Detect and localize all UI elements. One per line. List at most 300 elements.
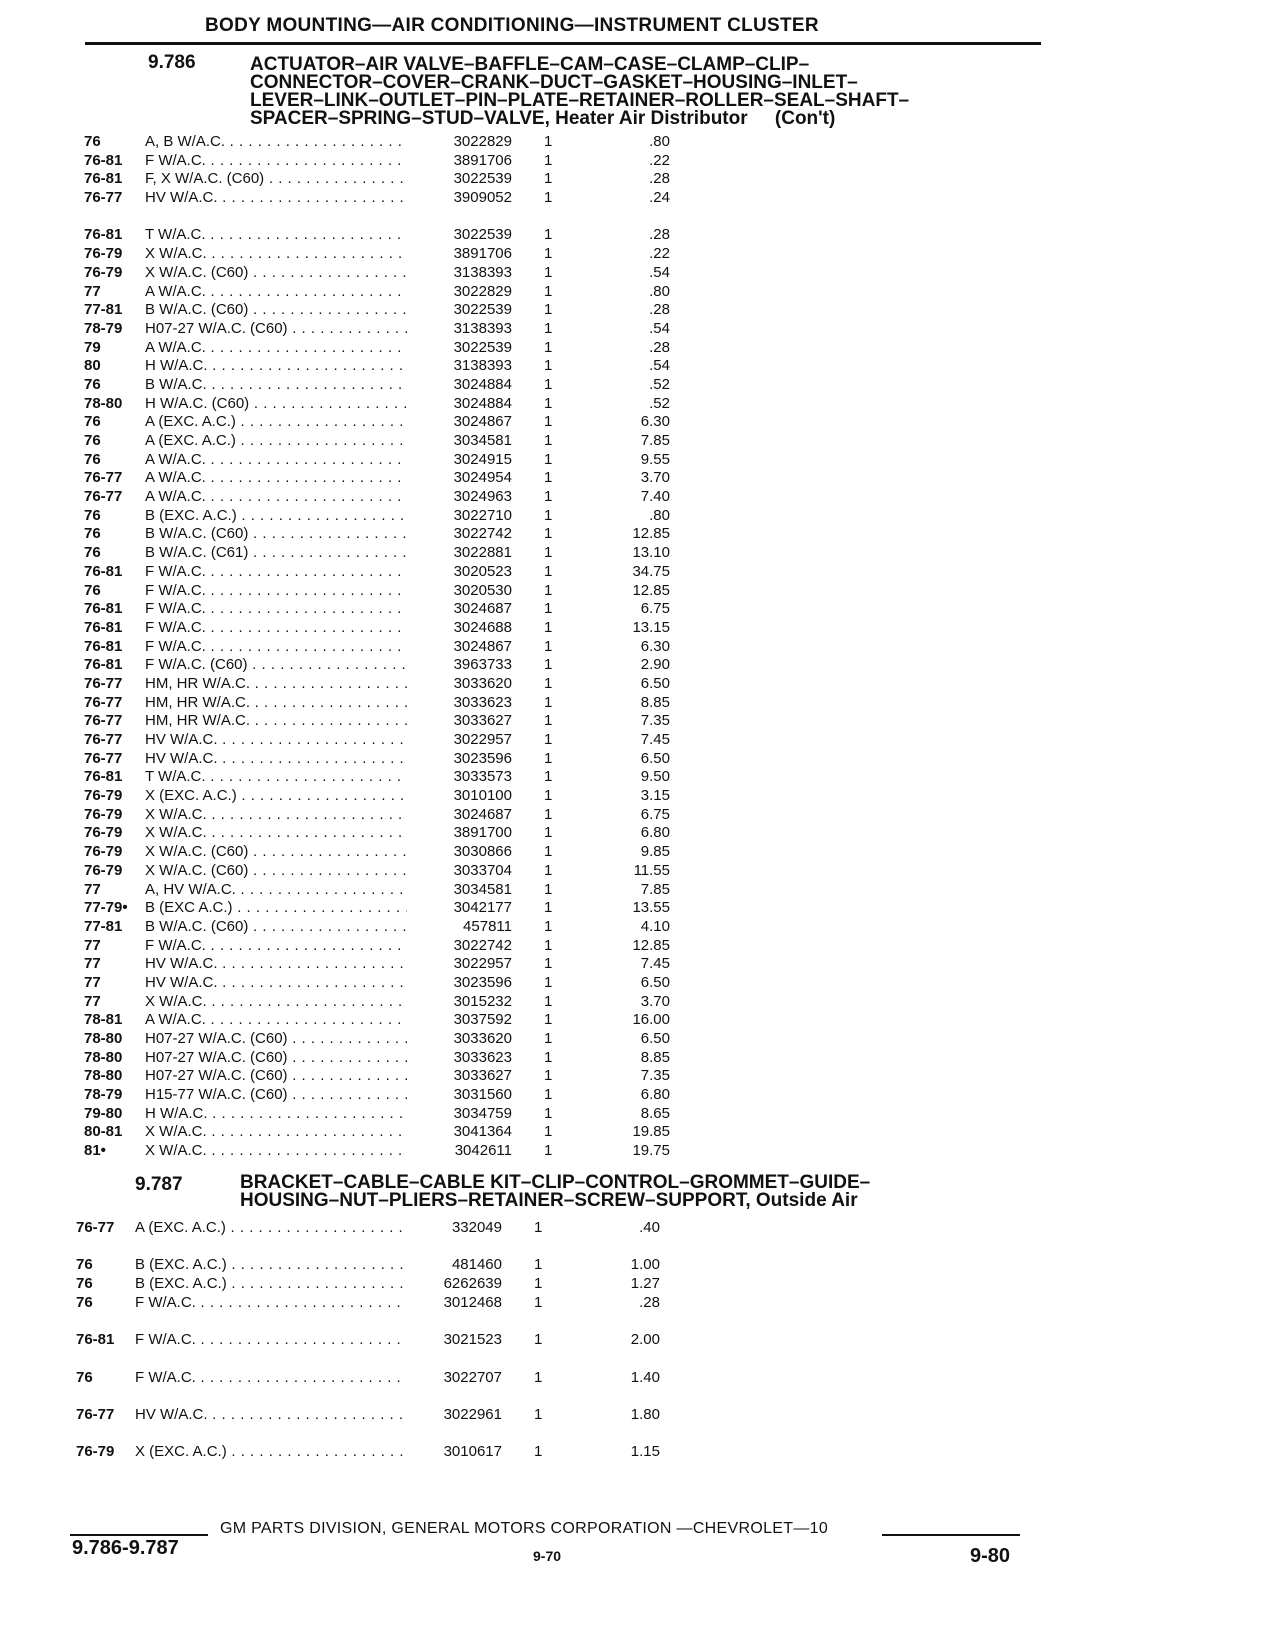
price-cell: 6.30 xyxy=(640,413,670,431)
quantity-cell: 1 xyxy=(544,693,553,711)
price-cell: 6.50 xyxy=(640,1030,670,1048)
quantity-cell: 1 xyxy=(544,880,553,898)
model-cell: F, X W/A.C. (C60) . . . xyxy=(145,170,407,188)
table-row xyxy=(0,824,1280,843)
part-number-cell: 3138393 xyxy=(453,357,512,375)
heading-last: SPACER–SPRING–STUD–VALVE, xyxy=(250,108,550,129)
table-row xyxy=(0,1123,1280,1142)
year-cell: 76 xyxy=(84,413,101,431)
quantity-cell: 1 xyxy=(544,712,553,730)
year-cell: 76 xyxy=(76,1256,93,1274)
price-cell: .28 xyxy=(649,170,670,188)
quantity-cell: 1 xyxy=(544,843,553,861)
model-cell: H W/A.C. (C60) . . . xyxy=(145,395,407,413)
model-cell: H W/A.C. . . . xyxy=(145,1105,407,1123)
price-cell: 13.10 xyxy=(632,544,670,562)
price-cell: .54 xyxy=(649,263,670,281)
year-cell: 76 xyxy=(84,581,101,599)
table-row xyxy=(0,1049,1280,1068)
table-row xyxy=(0,133,1280,152)
year-cell: 76-77 xyxy=(76,1405,115,1423)
part-number-cell: 3022829 xyxy=(453,282,512,300)
price-cell: 9.85 xyxy=(640,843,670,861)
year-cell: 76-77 xyxy=(84,693,123,711)
quantity-cell: 1 xyxy=(544,226,553,244)
table-row xyxy=(0,806,1280,825)
table-row xyxy=(0,731,1280,750)
price-cell: .52 xyxy=(649,375,670,393)
year-cell: 76-81 xyxy=(76,1331,115,1349)
model-cell: T W/A.C. . . . xyxy=(145,768,407,786)
quantity-cell: 1 xyxy=(544,133,553,150)
year-cell: 76-77 xyxy=(84,731,123,749)
top-rule xyxy=(85,42,1041,45)
price-cell: 4.10 xyxy=(640,917,670,935)
year-cell: 77 xyxy=(84,955,101,973)
price-cell: 3.70 xyxy=(640,992,670,1010)
table-row xyxy=(0,582,1280,601)
table-row xyxy=(0,1030,1280,1049)
quantity-cell: 1 xyxy=(544,319,553,337)
part-number-cell: 3033620 xyxy=(453,1030,512,1048)
table-row xyxy=(0,955,1280,974)
part-number-cell: 3033704 xyxy=(453,861,512,879)
model-cell: HM, HR W/A.C. . . . xyxy=(145,694,407,712)
quantity-cell: 1 xyxy=(544,263,553,281)
year-cell: 76 xyxy=(84,544,101,562)
price-cell: 7.45 xyxy=(640,731,670,749)
heading-line: ACTUATOR–AIR VALVE–BAFFLE–CAM–CASE–CLAMP–CLIP– xyxy=(250,54,810,75)
model-cell: A W/A.C. . . . xyxy=(145,283,407,301)
section-heading xyxy=(240,1174,1010,1210)
quantity-cell: 1 xyxy=(544,562,553,580)
quantity-cell: 1 xyxy=(534,1275,543,1293)
quantity-cell: 1 xyxy=(544,506,553,524)
model-cell: B (EXC. A.C.) . . . xyxy=(145,507,407,525)
year-cell: 76-79 xyxy=(84,861,123,879)
part-number-cell: 3042177 xyxy=(453,899,512,917)
model-cell: F W/A.C. . . . xyxy=(145,563,407,581)
table-row xyxy=(0,675,1280,694)
part-number-cell: 3022961 xyxy=(443,1405,502,1423)
model-cell: HM, HR W/A.C. . . . xyxy=(145,675,407,693)
model-cell: X W/A.C. . . . xyxy=(145,1142,407,1160)
table-row xyxy=(0,843,1280,862)
model-cell: F W/A.C. . . . xyxy=(145,152,407,170)
part-number-cell: 332049 xyxy=(451,1219,502,1236)
year-cell: 76-81 xyxy=(84,637,123,655)
footer-range: 9.786-9.787 xyxy=(72,1537,179,1559)
quantity-cell: 1 xyxy=(544,1142,553,1160)
price-cell: 7.40 xyxy=(640,488,670,506)
quantity-cell: 1 xyxy=(534,1331,543,1349)
quantity-cell: 1 xyxy=(544,1011,553,1029)
model-cell: X W/A.C. . . . xyxy=(145,806,407,824)
table-row xyxy=(0,750,1280,769)
part-number-cell: 3024867 xyxy=(453,413,512,431)
model-cell: X W/A.C. . . . xyxy=(145,1123,407,1141)
price-cell: 12.85 xyxy=(632,581,670,599)
part-number-cell: 3033623 xyxy=(453,693,512,711)
quantity-cell: 1 xyxy=(544,805,553,823)
price-cell: 7.45 xyxy=(640,955,670,973)
model-cell: X W/A.C. . . . xyxy=(145,824,407,842)
price-cell: 6.50 xyxy=(640,973,670,991)
year-cell: 77-81 xyxy=(84,301,123,319)
year-cell: 76-79 xyxy=(84,824,123,842)
part-number-cell: 3138393 xyxy=(453,263,512,281)
model-cell: X W/A.C. . . . xyxy=(145,245,407,263)
year-cell: 76 xyxy=(76,1275,93,1293)
quantity-cell: 1 xyxy=(544,749,553,767)
part-number-cell: 3022881 xyxy=(453,544,512,562)
table-row xyxy=(0,918,1280,937)
price-cell: .54 xyxy=(649,319,670,337)
part-number-cell: 3012468 xyxy=(443,1293,502,1311)
footer-page-start: 9-70 xyxy=(533,1548,562,1564)
part-number-cell: 3023596 xyxy=(453,973,512,991)
quantity-cell: 1 xyxy=(544,1123,553,1141)
quantity-cell: 1 xyxy=(544,731,553,749)
quantity-cell: 1 xyxy=(544,955,553,973)
part-number-cell: 457811 xyxy=(463,917,512,935)
quantity-cell: 1 xyxy=(544,936,553,954)
part-number-cell: 3034759 xyxy=(453,1104,512,1122)
price-cell: 3.70 xyxy=(640,469,670,487)
model-cell: HV W/A.C. . . . xyxy=(145,189,407,207)
year-cell: 76-79 xyxy=(84,263,123,281)
price-cell: 9.55 xyxy=(640,450,670,468)
table-row xyxy=(0,507,1280,526)
price-cell: .28 xyxy=(649,226,670,244)
quantity-cell: 1 xyxy=(544,768,553,786)
year-cell: 76-81 xyxy=(84,768,123,786)
table-row xyxy=(0,283,1280,302)
table-row xyxy=(0,1294,1280,1331)
part-number-cell: 3034581 xyxy=(453,432,512,450)
year-cell: 76-79 xyxy=(84,787,123,805)
quantity-cell: 1 xyxy=(544,1086,553,1104)
part-number-cell: 3022829 xyxy=(453,133,512,150)
table-row xyxy=(0,1086,1280,1105)
quantity-cell: 1 xyxy=(544,656,553,674)
price-cell: 1.80 xyxy=(630,1405,660,1423)
quantity-cell: 1 xyxy=(544,637,553,655)
table-row xyxy=(0,787,1280,806)
price-cell: 6.75 xyxy=(640,805,670,823)
year-cell: 76 xyxy=(84,133,101,150)
quantity-cell: 1 xyxy=(544,450,553,468)
price-cell: 6.50 xyxy=(640,674,670,692)
model-cell: F W/A.C. (C60) . . . xyxy=(145,656,407,674)
model-cell: A, HV W/A.C. . . . xyxy=(145,881,407,899)
price-cell: 6.80 xyxy=(640,824,670,842)
price-cell: .54 xyxy=(649,357,670,375)
part-number-cell: 3024687 xyxy=(453,805,512,823)
year-cell: 80-81 xyxy=(84,1123,123,1141)
price-cell: 7.85 xyxy=(640,432,670,450)
table-row xyxy=(0,544,1280,563)
price-cell: 12.85 xyxy=(632,936,670,954)
table-row xyxy=(0,264,1280,283)
model-cell: H07-27 W/A.C. (C60) . . . xyxy=(145,1067,407,1085)
model-cell: F W/A.C. . . . xyxy=(145,937,407,955)
price-cell: 2.00 xyxy=(630,1331,660,1349)
model-cell: X W/A.C. (C60) . . . xyxy=(145,264,407,282)
price-cell: 1.27 xyxy=(630,1275,660,1293)
price-cell: .80 xyxy=(649,133,670,150)
quantity-cell: 1 xyxy=(544,973,553,991)
year-cell: 77 xyxy=(84,282,101,300)
part-number-cell: 3022539 xyxy=(453,226,512,244)
section-heading xyxy=(250,56,1020,128)
table-row xyxy=(0,451,1280,470)
quantity-cell: 1 xyxy=(544,469,553,487)
table-row xyxy=(0,619,1280,638)
model-cell: F W/A.C. . . . xyxy=(145,619,407,637)
year-cell: 77 xyxy=(84,880,101,898)
part-number-cell: 3031560 xyxy=(453,1086,512,1104)
year-cell: 76-77 xyxy=(84,674,123,692)
part-number-cell: 481460 xyxy=(451,1256,502,1274)
part-number-cell: 3891706 xyxy=(453,151,512,169)
year-cell: 76-79 xyxy=(76,1443,115,1461)
price-cell: .28 xyxy=(639,1293,660,1311)
footer-line: GM PARTS DIVISION, GENERAL MOTORS CORPORATION —CHEVROLET—10 xyxy=(220,1520,829,1537)
year-cell: 77-81 xyxy=(84,917,123,935)
quantity-cell: 1 xyxy=(544,1067,553,1085)
part-number-cell: 3024688 xyxy=(453,618,512,636)
year-cell: 76-79 xyxy=(84,805,123,823)
table-row xyxy=(0,525,1280,544)
model-cell: H07-27 W/A.C. (C60) . . . xyxy=(145,1030,407,1048)
quantity-cell: 1 xyxy=(534,1219,543,1236)
price-cell: .40 xyxy=(639,1219,660,1236)
quantity-cell: 1 xyxy=(544,301,553,319)
quantity-cell: 1 xyxy=(544,394,553,412)
year-cell: 79-80 xyxy=(84,1104,123,1122)
table-row xyxy=(0,152,1280,171)
table-row xyxy=(0,1256,1280,1275)
year-cell: 76-77 xyxy=(84,488,123,506)
part-number-cell: 3022742 xyxy=(453,525,512,543)
model-cell: A W/A.C. . . . xyxy=(145,469,407,487)
part-number-cell: 3022710 xyxy=(453,506,512,524)
year-cell: 76 xyxy=(84,432,101,450)
quantity-cell: 1 xyxy=(544,674,553,692)
model-cell: B (EXC. A.C.) . . . xyxy=(135,1275,405,1293)
model-cell: HV W/A.C. . . . xyxy=(135,1406,405,1424)
quantity-cell: 1 xyxy=(544,861,553,879)
quantity-cell: 1 xyxy=(544,282,553,300)
heading-line xyxy=(240,1192,1010,1210)
table-row xyxy=(0,189,1280,226)
quantity-cell: 1 xyxy=(544,899,553,917)
model-cell: B W/A.C. (C60) . . . xyxy=(145,918,407,936)
year-cell: 76-81 xyxy=(84,151,123,169)
part-number-cell: 3010617 xyxy=(443,1443,502,1461)
price-cell: 12.85 xyxy=(632,525,670,543)
part-number-cell: 3024884 xyxy=(453,375,512,393)
model-cell: A, B W/A.C. . . . xyxy=(145,133,407,151)
model-cell: X (EXC. A.C.) . . . xyxy=(145,787,407,805)
table-row xyxy=(0,1406,1280,1443)
table-row xyxy=(0,993,1280,1012)
heading-last: HOUSING–NUT–PLIERS–RETAINER–SCREW–SUPPORT, xyxy=(240,1190,751,1211)
table-row xyxy=(0,937,1280,956)
part-number-cell: 3023596 xyxy=(453,749,512,767)
page-title: BODY MOUNTING—AIR CONDITIONING—INSTRUMENT CLUSTER xyxy=(205,15,819,36)
model-cell: B W/A.C. (C60) . . . xyxy=(145,301,407,319)
price-cell: 6.75 xyxy=(640,600,670,618)
year-cell: 77-79• xyxy=(84,899,128,917)
price-cell: 1.40 xyxy=(630,1368,660,1386)
model-cell: B W/A.C. (C61) . . . xyxy=(145,544,407,562)
heading-line: BRACKET–CABLE–CABLE KIT–CLIP–CONTROL–GROMMET–GUIDE– xyxy=(240,1172,871,1193)
price-cell: 8.85 xyxy=(640,1048,670,1066)
year-cell: 76-79 xyxy=(84,245,123,263)
quantity-cell: 1 xyxy=(544,544,553,562)
table-row xyxy=(0,638,1280,657)
model-cell: HV W/A.C. . . . xyxy=(145,731,407,749)
table-row xyxy=(0,432,1280,451)
price-cell: .52 xyxy=(649,394,670,412)
price-cell: 9.50 xyxy=(640,768,670,786)
price-cell: .28 xyxy=(649,301,670,319)
model-cell: F W/A.C. . . . xyxy=(145,638,407,656)
year-cell: 79 xyxy=(84,338,101,356)
part-number-cell: 3022742 xyxy=(453,936,512,954)
year-cell: 76 xyxy=(84,375,101,393)
table-row xyxy=(0,413,1280,432)
year-cell: 76-77 xyxy=(84,469,123,487)
year-cell: 76 xyxy=(84,525,101,543)
year-cell: 77 xyxy=(84,992,101,1010)
model-cell: F W/A.C. . . . xyxy=(135,1294,405,1312)
year-cell: 76-77 xyxy=(76,1219,115,1236)
year-cell: 76-81 xyxy=(84,600,123,618)
quantity-cell: 1 xyxy=(544,151,553,169)
table-row xyxy=(0,469,1280,488)
part-number-cell: 3033620 xyxy=(453,674,512,692)
quantity-cell: 1 xyxy=(544,189,553,207)
table-row xyxy=(0,245,1280,264)
year-cell: 77 xyxy=(84,973,101,991)
table-row xyxy=(0,862,1280,881)
quantity-cell: 1 xyxy=(544,525,553,543)
model-cell: HM, HR W/A.C. . . . xyxy=(145,712,407,730)
part-number-cell: 3033623 xyxy=(453,1048,512,1066)
year-cell: 76-77 xyxy=(84,712,123,730)
price-cell: 11.55 xyxy=(633,861,670,879)
part-number-cell: 3022539 xyxy=(453,170,512,188)
quantity-cell: 1 xyxy=(544,1104,553,1122)
model-cell: F W/A.C. . . . xyxy=(145,582,407,600)
year-cell: 76 xyxy=(76,1368,93,1386)
year-cell: 76-81 xyxy=(84,170,123,188)
price-cell: 8.65 xyxy=(640,1104,670,1122)
part-number-cell: 3024867 xyxy=(453,637,512,655)
part-number-cell: 3909052 xyxy=(453,189,512,207)
part-number-cell: 3022539 xyxy=(453,338,512,356)
year-cell: 76-81 xyxy=(84,562,123,580)
part-number-cell: 3024963 xyxy=(453,488,512,506)
year-cell: 76 xyxy=(84,506,101,524)
price-cell: 1.00 xyxy=(630,1256,660,1274)
table-row xyxy=(0,226,1280,245)
quantity-cell: 1 xyxy=(544,600,553,618)
model-cell: X (EXC. A.C.) . . . xyxy=(135,1443,405,1461)
table-row xyxy=(0,1105,1280,1124)
model-cell: A (EXC. A.C.) . . . xyxy=(135,1219,405,1237)
quantity-cell: 1 xyxy=(534,1405,543,1423)
table-row xyxy=(0,357,1280,376)
price-cell: 6.30 xyxy=(640,637,670,655)
part-number-cell: 3022707 xyxy=(443,1368,502,1386)
model-cell: A (EXC. A.C.) . . . xyxy=(145,413,407,431)
footer-rule xyxy=(70,1534,208,1536)
table-row xyxy=(0,1067,1280,1086)
part-number-cell: 3033627 xyxy=(453,712,512,730)
heading-line xyxy=(250,110,1020,128)
table-row xyxy=(0,301,1280,320)
quantity-cell: 1 xyxy=(544,824,553,842)
table-row xyxy=(0,488,1280,507)
price-cell: .80 xyxy=(649,506,670,524)
quantity-cell: 1 xyxy=(534,1368,543,1386)
model-cell: H07-27 W/A.C. (C60) . . . xyxy=(145,320,407,338)
model-cell: X W/A.C. . . . xyxy=(145,993,407,1011)
part-number-cell: 3033573 xyxy=(453,768,512,786)
year-cell: 78-80 xyxy=(84,1067,123,1085)
footer-rule xyxy=(882,1534,1020,1536)
model-cell: B W/A.C. . . . xyxy=(145,376,407,394)
part-number-cell: 6262639 xyxy=(443,1275,502,1293)
footer-page-end: 9-80 xyxy=(970,1545,1011,1567)
heading-subtitle: Heater Air Distributor xyxy=(555,108,748,129)
model-cell: HV W/A.C. . . . xyxy=(145,955,407,973)
model-cell: A W/A.C. . . . xyxy=(145,451,407,469)
year-cell: 78-81 xyxy=(84,1011,123,1029)
quantity-cell: 1 xyxy=(544,787,553,805)
year-cell: 76-81 xyxy=(84,618,123,636)
quantity-cell: 1 xyxy=(544,1048,553,1066)
part-number-cell: 3015232 xyxy=(453,992,512,1010)
table-row xyxy=(0,712,1280,731)
year-cell: 80 xyxy=(84,357,101,375)
year-cell: 78-80 xyxy=(84,394,123,412)
year-cell: 76 xyxy=(76,1293,93,1311)
price-cell: .80 xyxy=(649,282,670,300)
price-cell: 13.15 xyxy=(632,618,670,636)
table-row xyxy=(0,170,1280,189)
table-row xyxy=(0,1275,1280,1294)
heading-line: CONNECTOR–COVER–CRANK–DUCT–GASKET–HOUSING–INLET– xyxy=(250,72,858,93)
quantity-cell: 1 xyxy=(544,992,553,1010)
part-number-cell: 3020530 xyxy=(453,581,512,599)
part-number-cell: 3042611 xyxy=(454,1142,512,1160)
parts-table xyxy=(0,133,1280,1161)
table-row xyxy=(0,1011,1280,1030)
quantity-cell: 1 xyxy=(544,375,553,393)
quantity-cell: 1 xyxy=(544,581,553,599)
part-number-cell: 3138393 xyxy=(453,319,512,337)
part-number-cell: 3022539 xyxy=(453,301,512,319)
part-number-cell: 3024687 xyxy=(453,600,512,618)
section-number: 9.786 xyxy=(148,52,196,73)
quantity-cell: 1 xyxy=(544,618,553,636)
price-cell: 1.15 xyxy=(630,1443,660,1461)
